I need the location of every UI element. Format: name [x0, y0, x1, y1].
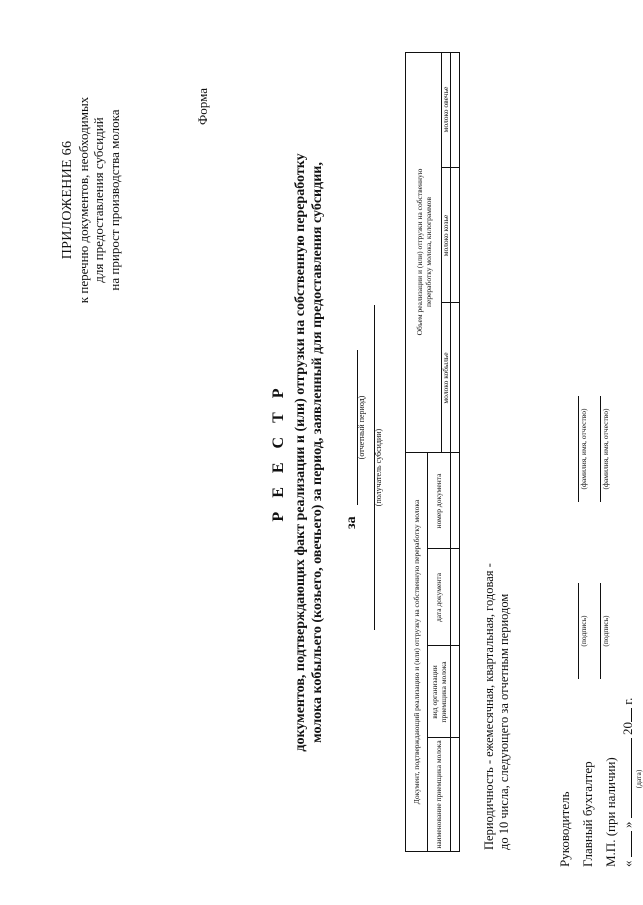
period-prefix: за [344, 516, 359, 529]
table-column-header: номер документа [434, 473, 443, 529]
table-column-header: молоко кобылье [441, 352, 450, 404]
table-column-header: наименование приемщика молока [434, 740, 443, 849]
periodicity-note [482, 563, 512, 850]
appendix-line: для предоставления субсидий [91, 117, 106, 283]
registry-subtitle-line-2: молока кобыльего (козьего, овечьего) за период, заявленный для предоставления субсидии, [310, 162, 325, 743]
registry-title: Р Е Е С Т Р [270, 383, 287, 522]
form-label: Форма [195, 88, 210, 125]
table-column-header: вид организации приемщика молока [429, 661, 448, 723]
registry-subtitle-line-1: документов, подтверждающих факт реализации и (или) отгрузки на собственную переработку [293, 153, 308, 752]
year-blank [622, 708, 632, 722]
head-label: Руководитель [557, 791, 572, 867]
table-group-header-volume: Объем реализации и (или) отгрузки на собственную переработку молока, килограммов [414, 168, 433, 336]
appendix-title: ПРИЛОЖЕНИЕ 66 [60, 140, 75, 260]
appendix-header [60, 35, 122, 365]
periodicity-line-2: до 10 числа, следующего за отчетным периодом [497, 593, 511, 850]
date-open-quote: « [620, 860, 635, 867]
head-name-caption: (фамилия, имя, отчество) [579, 408, 588, 490]
accountant-label: Главный бухгалтер [580, 761, 595, 867]
accountant-name-caption: (фамилия, имя, отчество) [601, 408, 610, 490]
registry-title-block [270, 40, 326, 865]
head-signature-caption: (подпись) [579, 615, 588, 647]
appendix-line: на прирост производства молока [106, 109, 122, 291]
day-blank [622, 831, 632, 857]
table-column-header: молоко козье [441, 214, 450, 257]
recipient-caption: (получатель субсидии) [374, 428, 383, 507]
table-group-header-document: Документ, подтверждающий реализацию и (или) отгрузку на собственную переработку молока [412, 499, 421, 805]
table-column-header: дата документа [434, 572, 443, 623]
periodicity-line-1: Периодичность - ежемесячная, квартальная, годовая - [482, 563, 496, 850]
appendix-line: к перечню документов, необходимых [75, 96, 91, 304]
year-suffix: г. [620, 697, 635, 705]
year-prefix: 20 [620, 722, 635, 735]
date-caption: (дата) [634, 769, 643, 789]
period-caption: (отчетный период) [357, 395, 366, 460]
month-blank [622, 738, 632, 818]
stamp-label: М.П. (при наличии) [603, 757, 618, 867]
table-column-header: молоко овечье [441, 86, 450, 133]
accountant-signature-caption: (подпись) [601, 615, 610, 647]
registry-table [405, 52, 460, 852]
date-close-quote: » [620, 821, 635, 828]
